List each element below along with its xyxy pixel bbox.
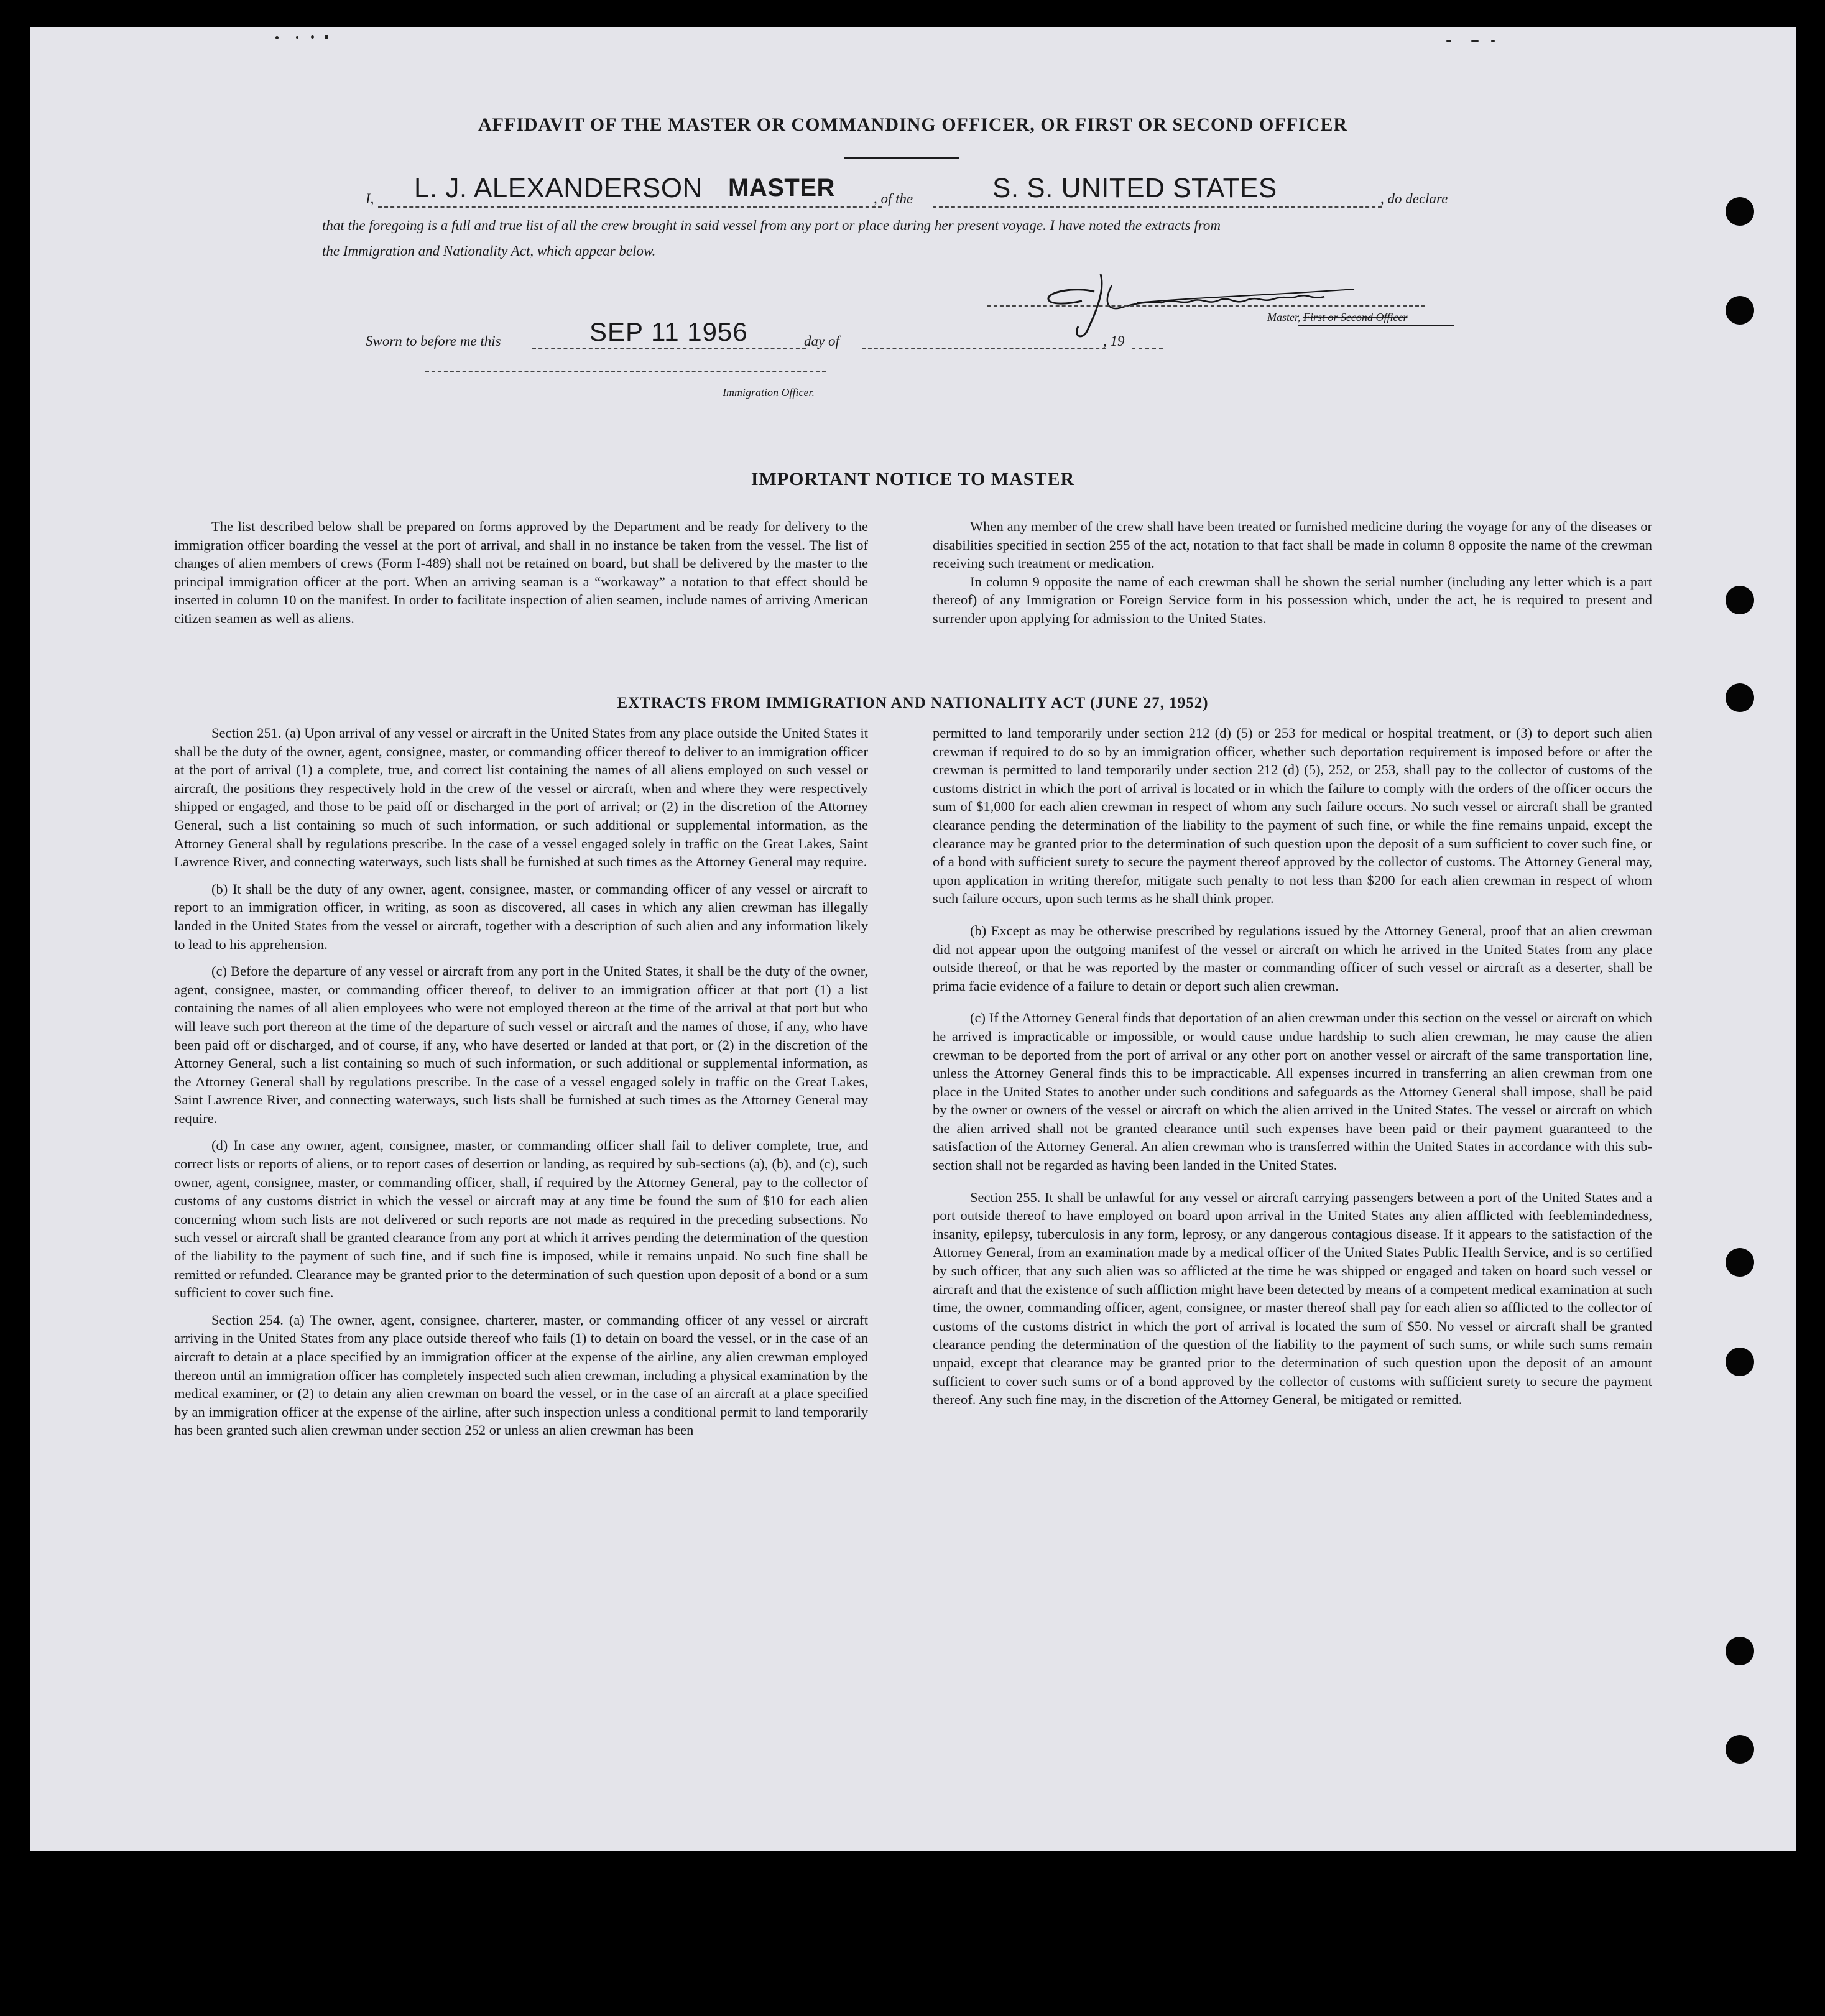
master-name: L. J. ALEXANDERSON	[414, 173, 703, 203]
of-the-label: , of the	[874, 191, 913, 206]
punch-hole-icon	[1726, 586, 1754, 614]
notice-left-paragraph: The list described below shall be prepared on forms approved by the Department and be ready for delivery to the immigration officer boarding the vessel at the port of arrival, and shall in no instance be taken from the vessel. The list of changes of alien members of crews (Form I-489) shall not be retained on board, but shall be delivered by the master to the principal immigration officer at the port. When an arriving seaman is a “workaway” a notation to that effect should be inserted in column 10 on the manifest. In order to facilitate inspection of alien seamen, include names of arriving American citizen seamen as well as aliens.	[174, 519, 868, 626]
caption-struck-officer: First or Second Officer	[1303, 311, 1408, 323]
declaration-line-3: the Immigration and Nationality Act, which appear below.	[322, 243, 656, 259]
declaration-line-2: that the foregoing is a full and true list of all the crew brought in said vessel from any port or place during her present voyage. I have noted the extracts from	[322, 218, 1221, 233]
month-field-line	[862, 348, 1106, 349]
punch-hole-icon	[1726, 1348, 1754, 1376]
prefix-i: I,	[366, 191, 374, 206]
section-254-a: Section 254. (a) The owner, agent, consignee, charterer, master, or commanding officer of any vessel or aircraft arriving in the United States from any place outside thereof who fails (1) to detain on board the vessel, or in the case of an aircraft to detain at a place specified by an immigration officer at the expense of the airline, any alien crewman employed thereon until an immigration officer has completely inspected such alien crewman, including a physical examination by the medical examiner, or (2) to detain any alien crewman on board the vessel, or in the case of an aircraft at a place specified by an immigration officer at the expense of the airline, after such inspection unless a conditional permit to land temporarily has been granted such alien crewman under section 252 or unless an alien crewman has been	[174, 1311, 868, 1438]
year-prefix: , 19	[1103, 333, 1125, 349]
sworn-prefix: Sworn to before me this	[366, 333, 501, 349]
section-251-a: Section 251. (a) Upon arrival of any vessel or aircraft in the United States from any place outside the United States it shall be the duty of the owner, agent, consignee, master, or commanding officer thereof to deliver to an immigration officer at the port of arrival (1) a complete, true, and correct list containing the names of all aliens employed on such vessel or aircraft, the positions they respectively hold in the crew of the vessel or aircraft, when and where they were respectively shipped or engaged, and those to be paid off or discharged in the port of arrival; or (2) in the discretion of the Attorney General, such a list containing so much of such information, or such additional or supplemental information, as the Attorney General shall by regulations prescribe. In the case of a vessel engaged solely in traffic on the Great Lakes, Saint Lawrence River, and connecting waterways, such lists shall be furnished at such times as the Attorney General may require.	[174, 725, 868, 870]
section-255: Section 255. It shall be unlawful for any vessel or aircraft carrying passengers between a port of the United States and a port outside thereof to have employed on board upon arrival in the United States any alien afflicted with feeblemindedness, insanity, epilepsy, tuberculosis in any form, leprosy, or any dangerous contagious disease. If it appears to the satisfaction of the Attorney General, from an examination made by a medical officer of the United States Public Health Service, and is so certified by such officer, that any such alien was so afflicted at the time he was shipped or engaged and taken on board such vessel or aircraft and that the existence of such affliction might have been detected by means of a competent medical examination at such time, the owner, commanding officer, agent, consignee, or master thereof shall pay for each alien so afflicted to the collector of customs of the customs district in which the port of arrival is located the sum of $50. No vessel or aircraft shall be granted clearance pending the determination of the question of the liability to the payment of such sums, or while such sums remain unpaid, except that clearance may be granted prior to the determination of such question upon the deposit of an amount sufficient to cover such sums or of a bond approved by the collector of customs with sufficient surety to secure the payment thereof. Any such fine may, in the discretion of the Attorney General, be mitigated or remitted.	[933, 1189, 1652, 1408]
day-of-label: day of	[804, 333, 839, 349]
master-rank: MASTER	[728, 174, 835, 201]
punch-hole-icon	[1726, 1248, 1754, 1277]
sworn-date: SEP 11 1956	[589, 317, 748, 346]
punch-hole-icon	[1726, 1637, 1754, 1665]
extracts-heading: EXTRACTS FROM IMMIGRATION AND NATIONALITY ACT (JUNE 27, 1952)	[617, 695, 1209, 711]
sworn-date-line	[532, 348, 806, 349]
section-254-c: (c) If the Attorney General finds that deportation of an alien crewman under this section on the vessel or aircraft on which he arrived is impracticable or impossible, or would cause undue hardship to such alien crewman, he may cause the alien crewman to be deported from the port of arrival or any other port on another vessel or aircraft of the same transportation line, unless the Attorney General finds this to be impracticable. All expenses incurred in transferring an alien crewman from one place in the United States to another under such conditions and safeguards as the Attorney General shall impose, shall be paid by the owner or owners of the vessel or aircraft on which the alien arrived in the United States. The vessel or aircraft on which the alien arrived shall not be granted clearance until such expenses have been paid or their payment guaranteed to the satisfaction of the Attorney General. An alien crewman who is transferred within the United States in accordance with this sub-section shall not be regarded as having been landed in the United States.	[933, 1010, 1652, 1173]
handwritten-signature	[1043, 267, 1392, 341]
affidavit-title: AFFIDAVIT OF THE MASTER OR COMMANDING OFFICER, OR FIRST OR SECOND OFFICER	[478, 114, 1348, 135]
do-declare-label: , do declare	[1380, 191, 1448, 206]
notice-right-column	[933, 517, 1652, 628]
signature-line	[987, 305, 1425, 307]
notice-right-paragraph-2: In column 9 opposite the name of each crewman shall be shown the serial number (including any letter which is a part thereof) of any Immigration or Foreign Service form in his possession which, under the act, he is required to present and surrender upon applying for admission to the United States.	[933, 573, 1652, 626]
notice-left-column	[174, 517, 868, 628]
signature-underline	[1298, 325, 1454, 326]
document-page	[30, 27, 1796, 1851]
extracts-right-column	[933, 724, 1652, 1409]
year-field-line	[1132, 348, 1163, 349]
notice-heading: IMPORTANT NOTICE TO MASTER	[751, 469, 1075, 489]
immigration-officer-caption: Immigration Officer.	[723, 386, 815, 399]
caption-master: Master,	[1267, 311, 1301, 323]
section-251-d: (d) In case any owner, agent, consignee, master, or commanding officer shall fail to deliver complete, true, and correct lists or reports of aliens, or to report cases of desertion or landing, as required by sub-sections (a), (b), and (c), such owner, agent, consignee, master, or commanding officer, shall, if required by the Attorney General, pay to the collector of customs of any customs district in which the vessel or aircraft may at any time be found the sum of $10 for each alien concerning whom such lists are not delivered or such reports are not made as required in the preceding subsections. No such vessel or aircraft shall be granted clearance from any port at which it arrives pending the determination of the question of the liability to the payment of such fine, and if such fine is imposed, while it remains unpaid. No such fine shall be remitted or refunded. Clearance may be granted prior to the determination of such question upon deposit of a bond or a sum sufficient to cover such fine.	[174, 1137, 868, 1301]
extracts-left-column	[174, 724, 868, 1440]
punch-hole-icon	[1726, 1735, 1754, 1764]
vessel-name: S. S. UNITED STATES	[992, 173, 1277, 203]
section-254-b: (b) Except as may be otherwise prescribed by regulations issued by the Attorney General, proof that an alien crewman did not appear upon the outgoing manifest of the vessel or aircraft on which he arrived in the United States from any place outside thereof, or that he was reported by the master or commanding officer of such vessel or aircraft as a deserter, shall be prima facie evidence of a failure to detain or deport such alien crewman.	[933, 922, 1652, 994]
vessel-field-line	[933, 206, 1382, 208]
section-254-a-continued: permitted to land temporarily under section 212 (d) (5) or 253 for medical or hospital treatment, or (3) to deport such alien crewman if required to do so by an immigration officer, whether such deportation requirement is imposed before or after the crewman is permitted to land temporarily under section 212 (d) (5), 252, or 253, shall pay to the collector of customs of the customs district in which the port of arrival is located or in which the failure to comply with the orders of the officer occurs the sum of $1,000 for each alien crewman in respect of whom any such failure occurs. No such vessel or aircraft shall be granted clearance pending the determination of the liability to the payment of such fine, or while the fine remains unpaid, except the clearance may be granted prior to the determination of such question upon the deposit of a sum sufficient to cover such fine, or of a bond with sufficient surety to secure the payment thereof approved by the collector of customs. The Attorney General may, upon application in writing therefor, mitigate such penalty to not less than $200 for each alien crewman in respect of whom such failure occurs, upon such terms as he shall think proper.	[933, 725, 1652, 907]
notice-right-paragraph-1: When any member of the crew shall have been treated or furnished medicine during the voyage for any of the diseases or disabilities specified in section 255 of the act, notation to that fact shall be made in column 8 opposite the name of the crewman receiving such treatment or medication.	[933, 519, 1652, 571]
section-251-b: (b) It shall be the duty of any owner, agent, consignee, master, or commanding officer of any vessel or aircraft to report to an immigration officer, in writing, as soon as discovered, all cases in which any alien crewman has illegally landed in the United States from the vessel or aircraft, together with a description of such alien and any information likely to lead to his apprehension.	[174, 881, 868, 952]
name-field-line	[378, 206, 882, 208]
section-251-c: (c) Before the departure of any vessel or aircraft from any port in the United States, it shall be the duty of the owner, agent, consignee, master, or commanding officer thereof, to deliver to an immigration officer at that port (1) a list containing the names of all alien employees who were not employed thereon at the time of the arrival at that port but who will leave such port thereon at the time of the departure of such vessel or aircraft and the names of those, if any, who have been paid off or discharged, and of course, if any, who have deserted or landed at that port, or (2) in the discretion of the Attorney General, such a list containing so much of such information, or such additional or supplemental information, as the Attorney General shall by regulations prescribe. In the case of a vessel engaged solely in traffic on the Great Lakes, Saint Lawrence River, and connecting waterways, such lists shall be furnished at such times as the Attorney General may require.	[174, 963, 868, 1126]
signature-caption	[1267, 311, 1407, 324]
punch-hole-icon	[1726, 197, 1754, 226]
title-rule	[844, 157, 959, 159]
punch-hole-icon	[1726, 296, 1754, 325]
immigration-officer-line	[425, 371, 826, 372]
